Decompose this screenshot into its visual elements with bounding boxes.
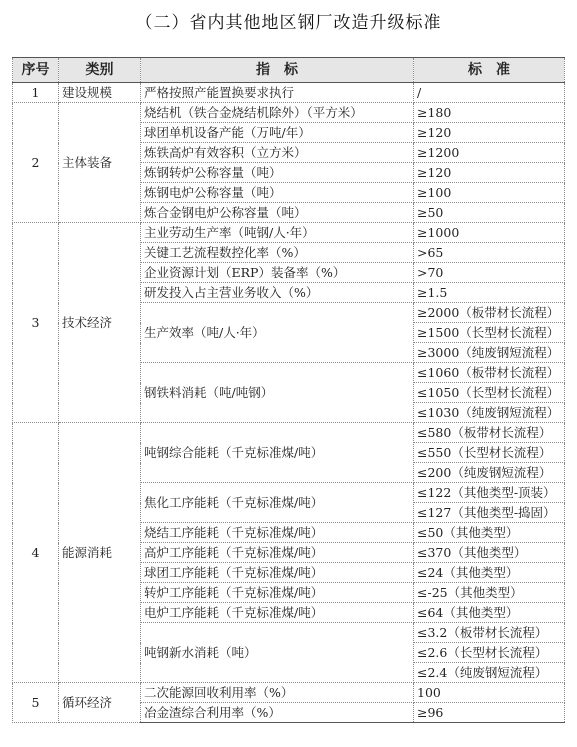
indicator-cell: 烧结工序能耗（千克标准煤/吨）: [141, 523, 414, 543]
indicator-cell: 炼钢电炉公称容量（吨）: [141, 183, 414, 203]
standard-cell: ≥1500（长型材长流程）: [414, 323, 565, 343]
indicator-cell: 冶金渣综合利用率（%）: [141, 703, 414, 723]
standard-cell: ≤1050（长型材长流程）: [414, 383, 565, 403]
indicator-cell: 吨钢新水消耗（吨）: [141, 623, 414, 683]
table-row: [13, 103, 565, 123]
table-body: [13, 83, 565, 723]
indicator-cell: 烧结机（铁合金烧结机除外）（平方米）: [141, 103, 414, 123]
indicator-cell: 企业资源计划（ERP）装备率（%）: [141, 263, 414, 283]
indicator-cell: 生产效率（吨/人·年）: [141, 303, 414, 363]
indicator-cell: 主业劳动生产率（吨钢/人·年）: [141, 223, 414, 243]
section-category: 循环经济: [59, 683, 141, 723]
standard-cell: ≥50: [414, 203, 565, 223]
section-category: 能源消耗: [59, 423, 141, 683]
section-number: 3: [13, 223, 59, 423]
section-category: 主体装备: [59, 103, 141, 223]
table-row: [13, 223, 565, 243]
section-number: 5: [13, 683, 59, 723]
standard-cell: ≤200（纯废钢短流程）: [414, 463, 565, 483]
standard-cell: >70: [414, 263, 565, 283]
standard-cell: ≥100: [414, 183, 565, 203]
standard-cell: ≤127（其他类型-捣固）: [414, 503, 565, 523]
section-category: 建设规模: [59, 83, 141, 103]
standard-cell: ≥2000（板带材长流程）: [414, 303, 565, 323]
header-standard: 标 准: [414, 58, 565, 83]
standard-cell: 100: [414, 683, 565, 703]
standard-cell: ≥3000（纯废钢短流程）: [414, 343, 565, 363]
standard-cell: ≤122（其他类型-顶装）: [414, 483, 565, 503]
indicator-cell: 焦化工序能耗（千克标准煤/吨）: [141, 483, 414, 523]
indicator-cell: 球团工序能耗（千克标准煤/吨）: [141, 563, 414, 583]
standard-cell: ≤1060（板带材长流程）: [414, 363, 565, 383]
indicator-cell: 研发投入占主营业务收入（%）: [141, 283, 414, 303]
standard-cell: ≥1200: [414, 143, 565, 163]
table-row: [13, 683, 565, 703]
standard-cell: ≥120: [414, 123, 565, 143]
page-title: （二）省内其他地区钢厂改造升级标准: [135, 13, 442, 33]
standard-cell: >65: [414, 243, 565, 263]
standard-cell: ≥1.5: [414, 283, 565, 303]
standard-cell: ≤24（其他类型）: [414, 563, 565, 583]
section-number: 2: [13, 103, 59, 223]
indicator-cell: 电炉工序能耗（千克标准煤/吨）: [141, 603, 414, 623]
standard-cell: ≤580（板带材长流程）: [414, 423, 565, 443]
indicator-cell: 钢铁料消耗（吨/吨钢）: [141, 363, 414, 423]
standard-cell: /: [414, 83, 565, 103]
standard-cell: ≤50（其他类型）: [414, 523, 565, 543]
indicator-cell: 吨钢综合能耗（千克标准煤/吨）: [141, 423, 414, 483]
indicator-cell: 关键工艺流程数控化率（%）: [141, 243, 414, 263]
indicator-cell: 球团单机设备产能（万吨/年）: [141, 123, 414, 143]
indicator-cell: 炼铁高炉有效容积（立方米）: [141, 143, 414, 163]
standard-cell: ≤2.6（长型材长流程）: [414, 643, 565, 663]
indicator-cell: 转炉工序能耗（千克标准煤/吨）: [141, 583, 414, 603]
standard-cell: ≤2.4（纯废钢短流程）: [414, 663, 565, 683]
standard-cell: ≤-25（其他类型）: [414, 583, 565, 603]
standard-cell: ≤3.2（板带材长流程）: [414, 623, 565, 643]
standard-cell: ≥180: [414, 103, 565, 123]
header-category: 类别: [59, 58, 141, 83]
standard-cell: ≥96: [414, 703, 565, 723]
standard-cell: ≥1000: [414, 223, 565, 243]
section-number: 4: [13, 423, 59, 683]
standard-cell: ≤550（长型材长流程）: [414, 443, 565, 463]
indicator-cell: 炼钢转炉公称容量（吨）: [141, 163, 414, 183]
header-no: 序号: [13, 58, 59, 83]
indicator-cell: 高炉工序能耗（千克标准煤/吨）: [141, 543, 414, 563]
table-header-row: [13, 58, 565, 83]
standard-cell: ≤64（其他类型）: [414, 603, 565, 623]
indicator-cell: 炼合金钢电炉公称容量（吨）: [141, 203, 414, 223]
indicator-cell: 严格按照产能置换要求执行: [141, 83, 414, 103]
table-row: [13, 83, 565, 103]
table-row: [13, 423, 565, 443]
standard-cell: ≤370（其他类型）: [414, 543, 565, 563]
section-number: 1: [13, 83, 59, 103]
standard-cell: ≤1030（纯废钢短流程）: [414, 403, 565, 423]
standards-table: [12, 57, 565, 723]
standard-cell: ≥120: [414, 163, 565, 183]
section-category: 技术经济: [59, 223, 141, 423]
indicator-cell: 二次能源回收利用率（%）: [141, 683, 414, 703]
header-indicator: 指 标: [141, 58, 414, 83]
